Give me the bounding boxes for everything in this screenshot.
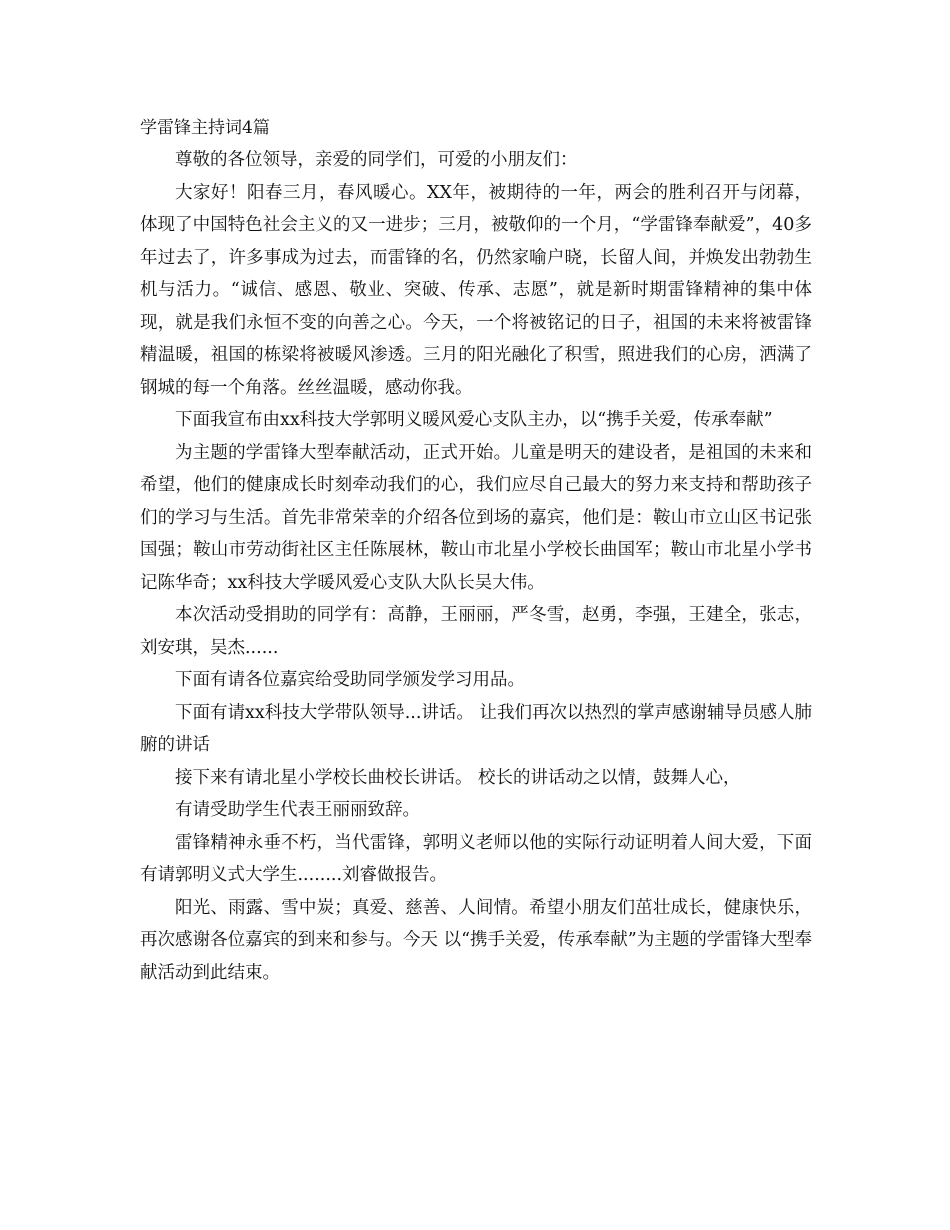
paragraph-guests: 为主题的学雷锋大型奉献活动，正式开始。儿童是明天的建设者，是祖国的未来和希望，他们的健康成长时刻牵动我们的心，我们应尽自己最大的努力来支持和帮助孩子们的学习与生活。首先非常荣幸的介绍各位到场的嘉宾，他们是：鞍山市立山区书记张国强；鞍山市劳动街社区主任陈展林，鞍山市北星小学校长曲国军；鞍山市北星小学书记陈华奇；xx科技大学暖风爱心支队大队长吴大伟。 <box>140 442 812 593</box>
paragraph-closing: 阳光、雨露、雪中炭；真爱、慈善、人间情。希望小朋友们茁壮成长，健康快乐，再次感谢各位嘉宾的到来和参与。今天 以“携手关爱，传承奉献”为主题的学雷锋大型奉献活动到此结束。 <box>140 897 812 983</box>
paragraph-principal-speech: 接下来有请北星小学校长曲校长讲话。 校长的讲话动之以情，鼓舞人心， <box>175 767 741 788</box>
paragraph-announcement: 下面我宣布由xx科技大学郭明义暖风爱心支队主办，以“携手关爱，传承奉献” <box>175 410 773 430</box>
document-title: 学雷锋主持词4篇 <box>140 118 270 138</box>
document-page <box>140 112 812 989</box>
paragraph-student-speech: 有请受助学生代表王丽丽致辞。 <box>175 800 420 820</box>
paragraph-supplies: 下面有请各位嘉宾给受助同学颁发学习用品。 <box>175 670 525 690</box>
paragraph-greeting: 尊敬的各位领导，亲爱的同学们，可爱的小朋友们： <box>175 150 578 170</box>
paragraph-recipients: 本次活动受捐助的同学有：高静，王丽丽，严冬雪，赵勇，李强，王建全，张志，刘安琪，吴杰...... <box>140 605 812 658</box>
paragraph-opening: 大家好！阳春三月，春风暖心。XX年，被期待的一年，两会的胜利召开与闭幕，体现了中国特色社会主义的又一进步；三月，被敬仰的一个月，“学雷锋奉献爱”，40多年过去了，许多事成为过去，而雷锋的名，仍然家喻户晓，长留人间，并焕发出勃勃生机与活力。“诚信、感恩、敬业、突破、传承、志愿”，就是新时期雷锋精神的集中体现，就是我们永恒不变的向善之心。今天，一个将被铭记的日子，祖国的未来将被雷锋精温暖，祖国的栋梁将被暖风渗透。三月的阳光融化了积雪，照进我们的心房，洒满了钢城的每一个角落。丝丝温暖，感动你我。 <box>140 182 812 398</box>
paragraph-report: 雷锋精神永垂不朽，当代雷锋，郭明义老师以他的实际行动证明着人间大爱，下面有请郭明义式大学生........刘睿做报告。 <box>140 832 812 885</box>
paragraph-leader-speech: 下面有请xx科技大学带队领导...讲话。 让我们再次以热烈的掌声感谢辅导员感人肺腑的讲话 <box>140 702 812 755</box>
